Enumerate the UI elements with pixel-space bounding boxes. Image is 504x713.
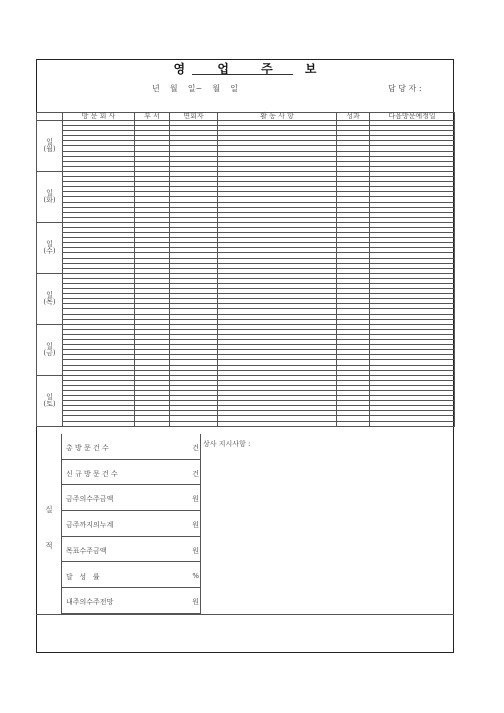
- results-rows: [62, 434, 201, 614]
- day-label-top: 일: [46, 188, 53, 197]
- result-row[interactable]: [62, 511, 201, 537]
- table-cell[interactable]: [135, 421, 170, 426]
- col-result: 성과: [337, 113, 370, 121]
- result-unit: 원: [192, 521, 199, 530]
- day-label: [37, 171, 63, 222]
- day-label: [37, 375, 63, 426]
- table-cell[interactable]: [63, 421, 135, 426]
- result-unit: 원: [192, 495, 199, 504]
- result-row[interactable]: [62, 563, 201, 589]
- title-underline: [192, 74, 293, 75]
- col-department: 부 서: [135, 113, 170, 121]
- boss-note-label: 상사 지시사항 :: [203, 440, 251, 448]
- results-label: [36, 434, 62, 614]
- table-cell[interactable]: [337, 421, 370, 426]
- day-label-weekday: (월): [43, 144, 56, 153]
- day-label: [37, 273, 63, 324]
- form-title: 영 업 주 보: [173, 62, 331, 76]
- col-activity: 활 동 사 항: [218, 113, 337, 121]
- result-label: 금주까지의누계: [66, 521, 114, 530]
- table-cell[interactable]: [370, 421, 455, 426]
- result-label: 금주의수주금액: [66, 495, 114, 504]
- header-row: [37, 113, 455, 121]
- day-label-weekday: (수): [43, 246, 56, 255]
- table-cell[interactable]: [218, 421, 337, 426]
- table-cell[interactable]: [170, 421, 218, 426]
- result-label: 목표수주금액: [66, 546, 107, 555]
- result-unit: %: [192, 571, 199, 580]
- result-label: 신 규 방 문 건 수: [66, 469, 118, 478]
- day-label-top: 일: [46, 392, 53, 401]
- result-row[interactable]: [62, 588, 201, 614]
- day-label-top: 일: [46, 239, 53, 248]
- activity-table: [36, 112, 455, 427]
- day-label-weekday: (화): [43, 195, 56, 204]
- result-unit: 건: [192, 469, 199, 478]
- day-label: [37, 121, 63, 172]
- result-unit: 원: [192, 598, 199, 607]
- result-label: 달 성 률: [66, 572, 100, 581]
- col-interviewee: 면회자: [170, 113, 218, 121]
- result-unit: 원: [192, 546, 199, 555]
- results-label-bottom: 적: [45, 541, 53, 550]
- day-label: [37, 324, 63, 375]
- results-label-top: 실: [45, 505, 53, 514]
- day-header: [37, 113, 63, 121]
- footer-divider: [36, 614, 454, 615]
- day-label-top: 일: [46, 341, 53, 350]
- result-row[interactable]: [62, 460, 201, 486]
- col-company: 방 문 회 사: [63, 113, 135, 121]
- manager-field[interactable]: 담 당 자 :: [388, 84, 422, 93]
- result-label: 내주의수주전망: [66, 598, 114, 607]
- result-row[interactable]: [62, 434, 201, 460]
- result-row[interactable]: [62, 537, 201, 563]
- day-label-weekday: (토): [43, 399, 56, 408]
- day-label-top: 일: [46, 290, 53, 299]
- table-row: [37, 421, 455, 426]
- day-label-weekday: (금): [43, 348, 56, 357]
- result-row[interactable]: [62, 485, 201, 511]
- period-field[interactable]: 년 월 일~ 월 일: [152, 84, 239, 93]
- day-label-weekday: (목): [43, 297, 56, 306]
- col-next-visit: 다음방문예정일: [370, 113, 455, 121]
- day-label-top: 일: [46, 137, 53, 146]
- result-unit: 건: [192, 444, 199, 452]
- day-label: [37, 222, 63, 273]
- results-section: [36, 434, 454, 614]
- result-label: 총 방 문 건 수: [66, 444, 109, 452]
